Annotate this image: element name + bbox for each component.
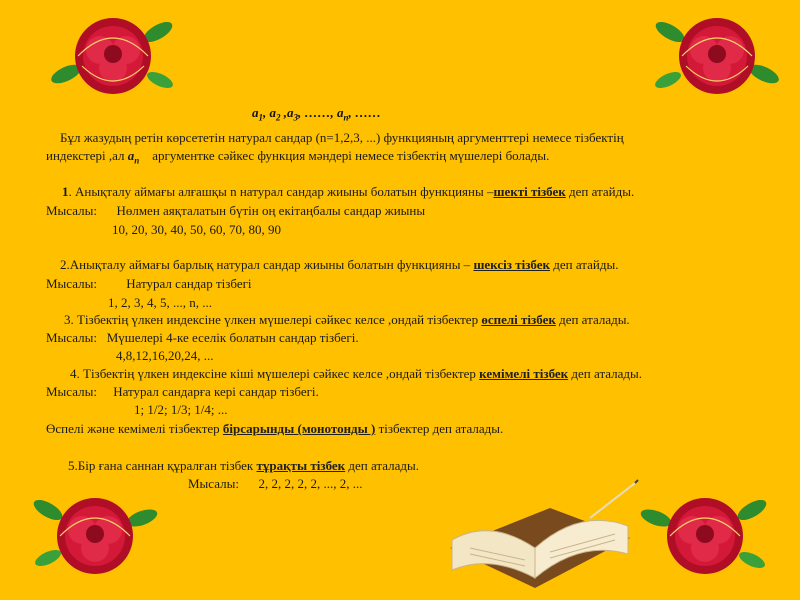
intro-line-1: Бұл жазудың ретін көрсететін натурал сандар (n=1,2,3, ...) функцияның аргументтері немесе тізбектің [60, 130, 624, 145]
item1-definition: 1. Анықталу аймағы алғашқы n натурал сандар жиыны болатын функцияны –шекті тізбек деп атайды. [62, 184, 635, 199]
item5-definition: 5.Бір ғана саннан құралған тізбек тұрақты тізбек деп аталады. [68, 458, 420, 473]
item1-example: Мысалы: Нөлмен аяқталатын бүтін оң екітаңбалы сандар жиыны [46, 203, 426, 218]
rose-flower-icon [652, 10, 782, 100]
item3-definition: 3. Тізбектің үлкен индексіне үлкен мүшелері сәйкес келсе ,ондай тізбектер өспелі тізбек деп аталады. [64, 312, 630, 327]
item2-values: 1, 2, 3, 4, 5, ..., n, ... [108, 295, 212, 310]
item2-example: Мысалы: Натурал сандар тізбегі [46, 276, 252, 291]
rose-flower-icon [640, 488, 770, 578]
rose-flower-icon [48, 10, 178, 100]
item4-example: Мысалы: Натурал сандарға кері сандар тізбегі. [46, 384, 319, 399]
item4-definition: 4. Тізбектің үлкен индексіне кіші мүшелері сәйкес келсе ,ондай тізбектер кемімелі тізбек деп аталады. [70, 366, 643, 381]
item3-values: 4,8,12,16,20,24, ... [116, 348, 214, 363]
intro-line-2: индекстері ,ал $a_n$ аргументке сәйкес функция мәндері немесе тізбектің мүшелері болады. [46, 148, 550, 166]
sequence-notation: $a_1$, $a_2$ $,a_3$, ……, $a_n$, …… [252, 105, 382, 123]
item4-values: 1; 1/2; 1/3; 1/4; ... [134, 402, 228, 417]
item1-values: 10, 20, 30, 40, 50, 60, 70, 80, 90 [112, 222, 281, 237]
rose-flower-icon [30, 488, 160, 578]
an-symbol: $a_n$ [127, 148, 140, 166]
item5-example: Мысалы: 2, 2, 2, 2, 2, ..., 2, ... [188, 476, 363, 491]
item2-definition: 2.Анықталу аймағы барлық натурал сандар жиыны болатын функцияны – шексіз тізбек деп атайды. [60, 257, 619, 272]
item3-example: Мысалы: Мүшелері 4-ке еселік болатын сандар тізбегі. [46, 330, 359, 345]
open-book-icon [440, 478, 640, 600]
monotone-definition: Өспелі және кемімелі тізбектер бірсарынды (монотонды ) тізбектер деп аталады. [46, 421, 504, 436]
